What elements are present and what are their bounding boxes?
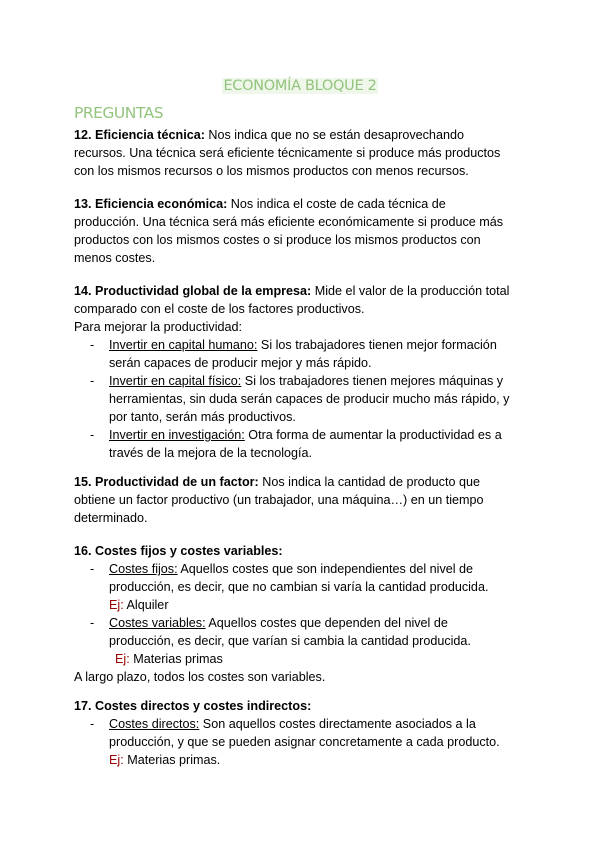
- question-17: [74, 697, 534, 769]
- list-item: [74, 715, 534, 751]
- bullet-text: Si los trabajadores tienen mejores máquinas y herramientas, sin duda serán capaces de producir mucho más rápido, y por tanto, serán más productivos.: [109, 374, 510, 424]
- bullet-text: Si los trabajadores tienen mejor formación serán capaces de producir mejor y más rápido.: [109, 338, 497, 370]
- q13-text: Nos indica el coste de cada técnica de producción. Una técnica será más eficiente económicamente si produce más productos con los mismos costes o si produce los mismos productos con menos costes.: [74, 197, 504, 265]
- bullet-dash: -: [90, 562, 95, 576]
- list-item: [74, 372, 534, 426]
- example-label: Ej:: [109, 598, 124, 612]
- q16-heading: 16. Costes fijos y costes variables:: [74, 544, 283, 558]
- question-16: [74, 542, 534, 686]
- example-line: [74, 596, 534, 614]
- list-item: [74, 560, 534, 596]
- bullet-dash: -: [90, 374, 95, 388]
- q15-heading: 15. Productividad de un factor:: [74, 475, 259, 489]
- q14-intro: Para mejorar la productividad:: [74, 320, 242, 334]
- bullet-dash: -: [90, 616, 95, 630]
- bullet-term: Costes variables:: [109, 616, 206, 630]
- bullet-text: Otra forma de aumentar la productividad es a través de la mejora de la tecnología.: [109, 428, 502, 460]
- bullet-dash: -: [90, 338, 95, 352]
- question-13: [74, 195, 534, 267]
- q15-text: Nos indica la cantidad de producto que obtiene un factor productivo (un trabajador, una máquina…) en un tiempo determinado.: [74, 475, 484, 525]
- section-heading: PREGUNTAS: [74, 104, 164, 122]
- example-line: [74, 751, 534, 769]
- title-text: ECONOMÍA BLOQUE 2: [223, 78, 377, 94]
- example-label: Ej:: [115, 652, 130, 666]
- q17-heading: 17. Costes directos y costes indirectos:: [74, 699, 312, 713]
- example-text: Materias primas: [129, 652, 223, 666]
- example-label: Ej:: [109, 753, 124, 767]
- bullet-text: Son aquellos costes directamente asociados a la producción, y que se pueden asignar concretamente a cada producto.: [109, 717, 500, 749]
- list-item: [74, 336, 534, 372]
- bullet-term: Costes fijos:: [109, 562, 178, 576]
- question-14: [74, 282, 534, 462]
- bullet-dash: -: [90, 717, 95, 731]
- example-text: Alquiler: [123, 598, 169, 612]
- q14-text: Mide el valor de la producción total comparado con el coste de los factores productivos.: [74, 284, 510, 316]
- bullet-term: Invertir en investigación:: [109, 428, 245, 442]
- bullet-term: Costes directos:: [109, 717, 200, 731]
- bullet-text: Aquellos costes que dependen del nivel de producción, es decir, que varían si cambia la cantidad producida.: [109, 616, 471, 648]
- question-12: [74, 126, 534, 180]
- q13-heading: 13. Eficiencia económica:: [74, 197, 228, 211]
- bullet-text: Aquellos costes que son independientes del nivel de producción, es decir, que no cambian si varía la cantidad producida.: [109, 562, 489, 594]
- document-title: [0, 78, 600, 94]
- example-line: [74, 650, 534, 668]
- list-item: [74, 426, 534, 462]
- example-text: Materias primas.: [123, 753, 221, 767]
- question-15: [74, 473, 534, 527]
- bullet-term: Invertir en capital humano:: [109, 338, 258, 352]
- bullet-term: Invertir en capital físico:: [109, 374, 242, 388]
- q14-heading: 14. Productividad global de la empresa:: [74, 284, 312, 298]
- bullet-dash: -: [90, 428, 95, 442]
- list-item: [74, 614, 534, 650]
- q12-text: Nos indica que no se están desaprovechando recursos. Una técnica será eficiente técnicamente si produce más productos con los mismos recursos o los mismos productos con menos recursos.: [74, 128, 501, 178]
- q16-note: A largo plazo, todos los costes son variables.: [74, 670, 326, 684]
- q12-heading: 12. Eficiencia técnica:: [74, 128, 205, 142]
